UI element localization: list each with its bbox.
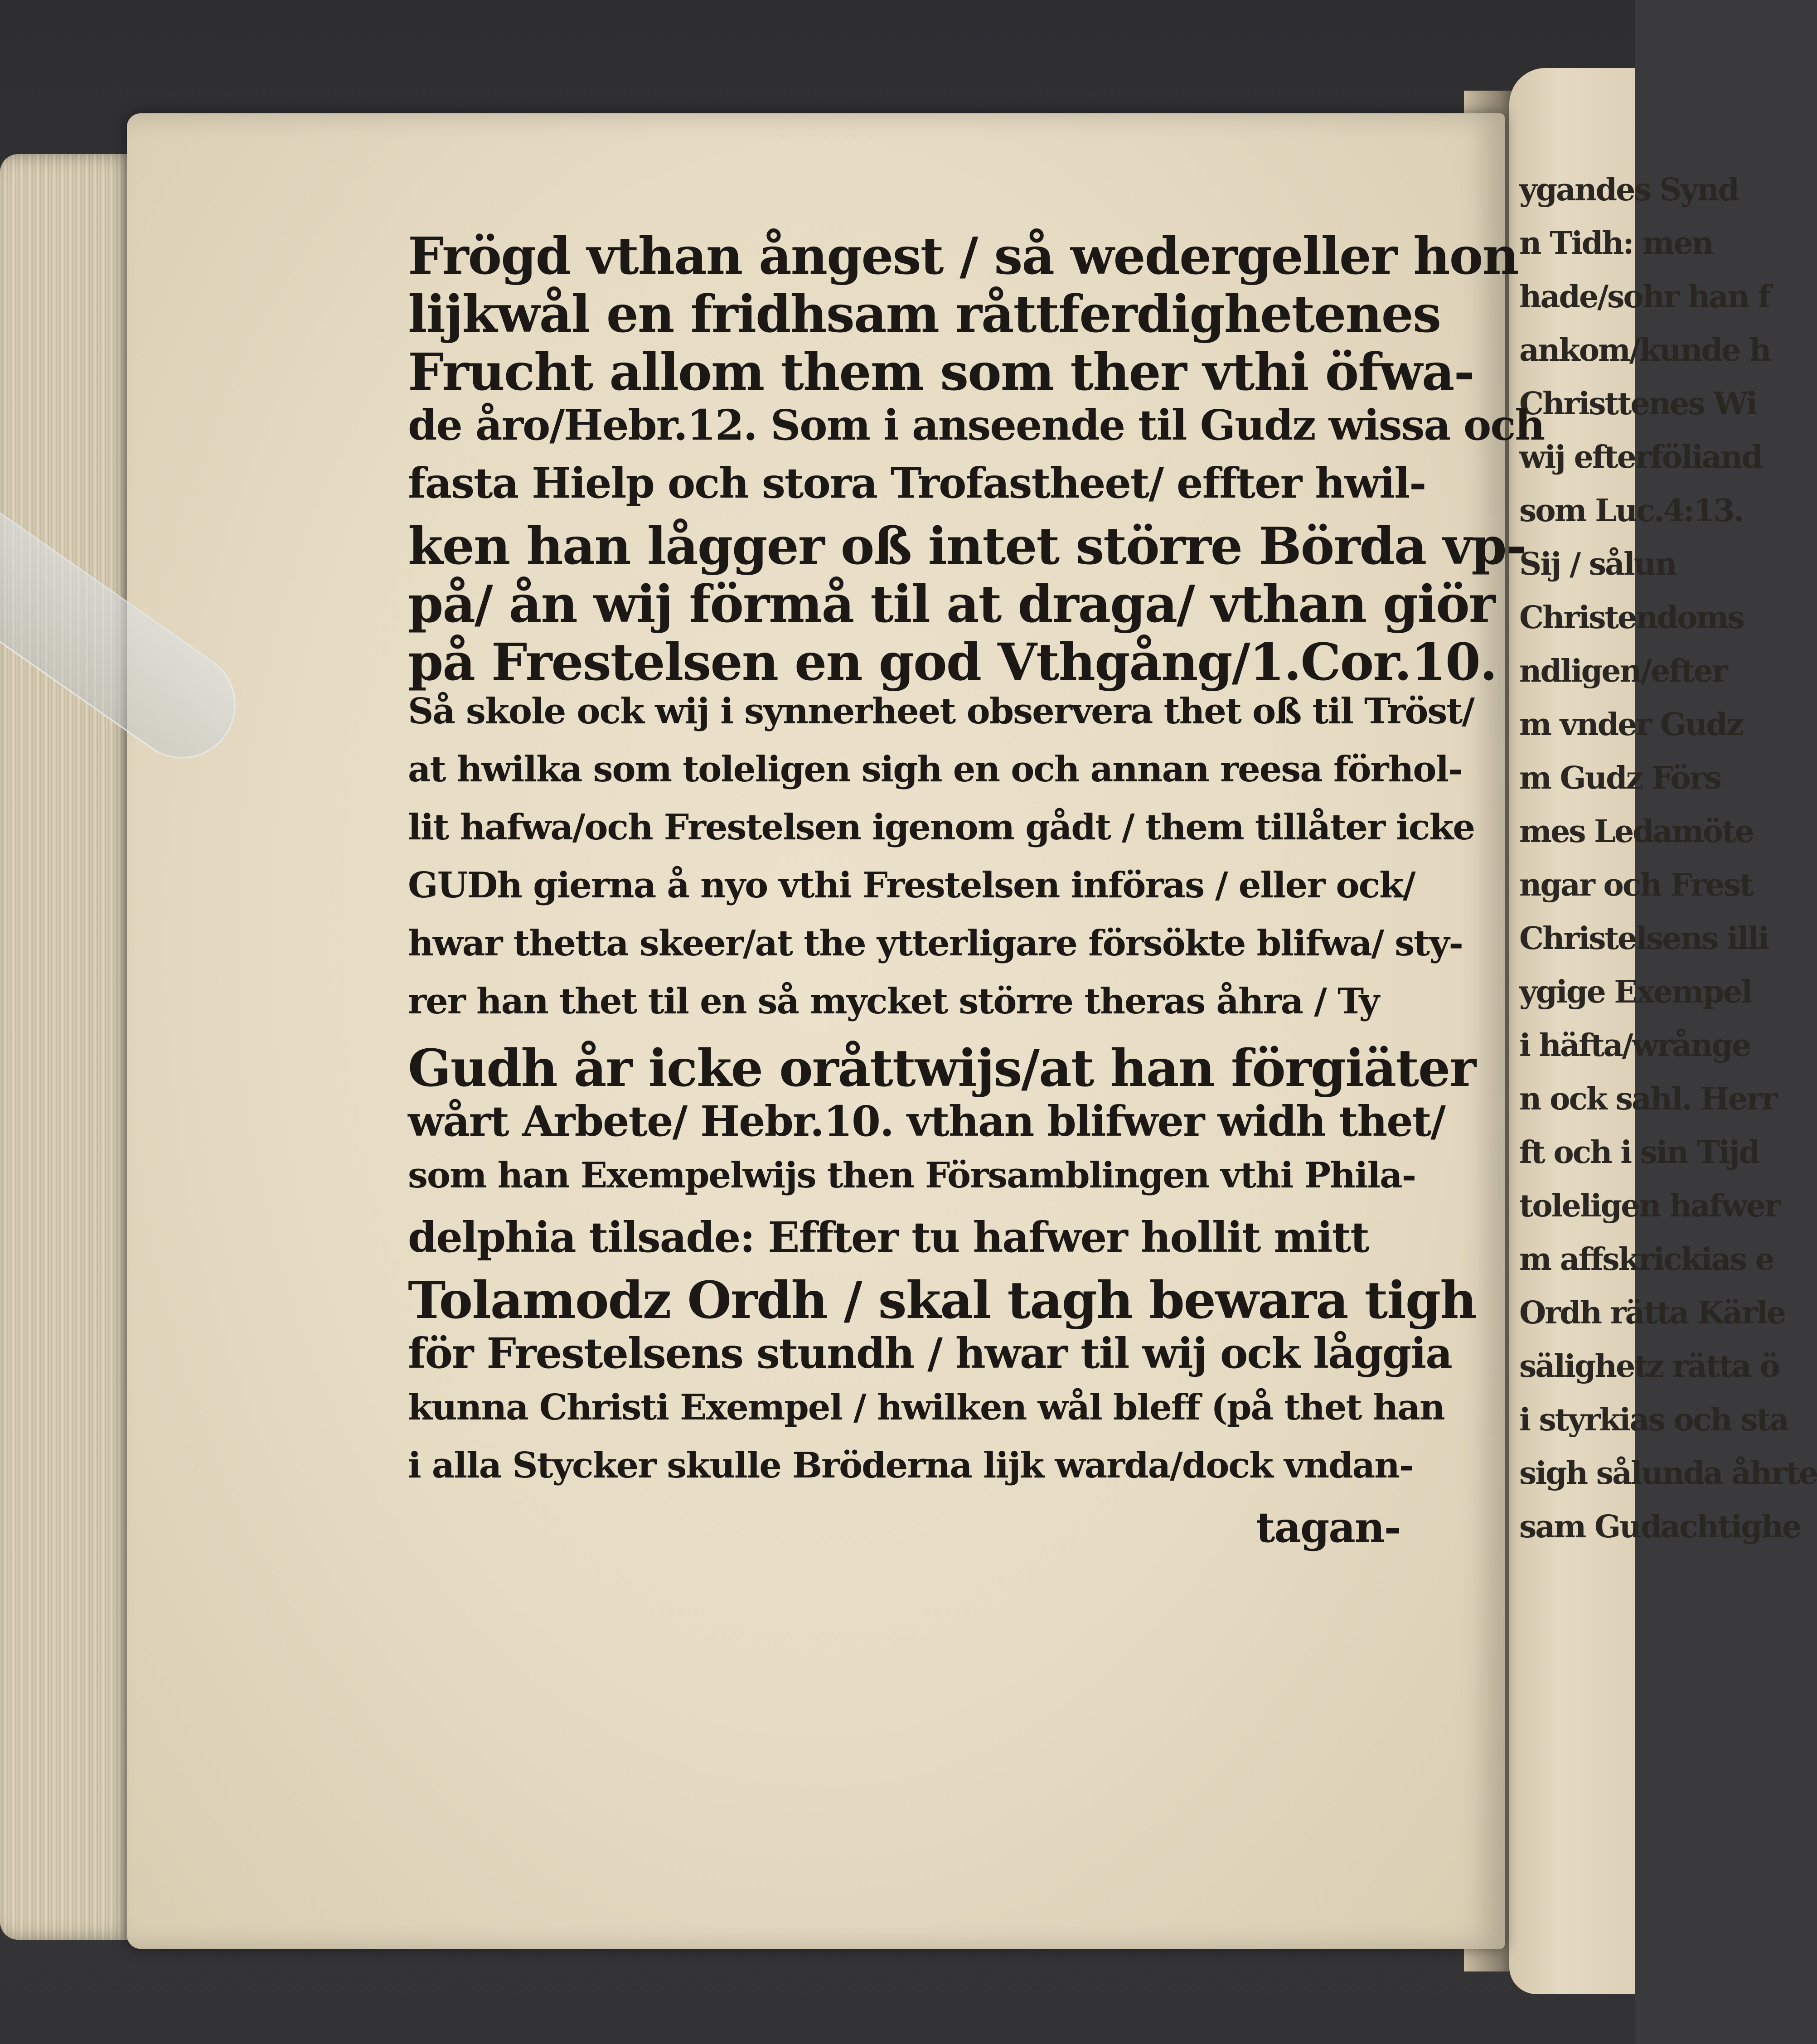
facing-page-line: ngar och Frest	[1519, 867, 1753, 903]
facing-page-line: Christelsens illi	[1519, 920, 1769, 957]
catchword: tagan-	[1255, 1503, 1400, 1552]
page-body-text	[408, 227, 1545, 1561]
facing-page-line: toleligen hafwer	[1519, 1188, 1779, 1224]
text-line-content: för Frestelsens stundh / hwar til wij ock låggia	[408, 1329, 1452, 1378]
facing-page-line: sälighetz rätta ö	[1519, 1348, 1779, 1385]
facing-page-line: n ock sahl. Herr	[1519, 1081, 1776, 1117]
text-line-content: hwar thetta skeer/at the ytterligare försökte blifwa/ sty-	[408, 923, 1463, 964]
facing-page-line: sam Gudachtighe	[1519, 1509, 1801, 1545]
text-line	[408, 1097, 1445, 1155]
text-line-content: Så skole ock wij i synnerheet observera thet oß til Tröst/	[408, 691, 1474, 732]
text-line-content: lit hafwa/och Frestelsen igenom gådt / them tillåter icke	[408, 807, 1475, 848]
text-line	[408, 1445, 1413, 1503]
text-line-content: på/ ån wij förmå til at draga/ vthan giör	[408, 575, 1495, 634]
facing-page-line: wij efterföliand	[1519, 439, 1762, 475]
text-line	[408, 1271, 1476, 1330]
text-line	[408, 459, 1426, 517]
text-line	[408, 749, 1462, 807]
text-line-content: Frögd vthan ångest / så wedergeller hon	[408, 227, 1518, 286]
text-line	[408, 1387, 1444, 1445]
text-line	[408, 343, 1474, 402]
text-line-content: GUDh gierna å nyo vthi Frestelsen införas / eller ock/	[408, 865, 1415, 906]
facing-page-line: sigh sålunda åhrte	[1519, 1455, 1817, 1492]
text-line	[408, 807, 1475, 865]
text-line	[408, 865, 1415, 923]
facing-page-line: Ordh rätta Kärle	[1519, 1295, 1785, 1331]
text-line	[408, 575, 1495, 634]
facing-page-line: Christendoms	[1519, 600, 1744, 636]
facing-page-line: m vnder Gudz	[1519, 707, 1743, 743]
text-line	[408, 633, 1497, 692]
text-line	[408, 1039, 1476, 1098]
facing-page-line: ygandes Synd	[1519, 172, 1738, 208]
text-line	[408, 285, 1441, 344]
text-line	[408, 1213, 1400, 1271]
facing-page-line: m affskrickias e	[1519, 1241, 1773, 1278]
text-line-content: ken han lågger oß intet större Börda vp-	[408, 517, 1526, 576]
text-line	[408, 691, 1474, 749]
text-line-content: delphia tilsade: Effter tu hafwer hollit mitt	[408, 1213, 1369, 1262]
facing-page-line: Christtenes Wi	[1519, 386, 1757, 422]
facing-page-line: som Luc.4:13.	[1519, 493, 1743, 529]
text-line	[408, 923, 1463, 981]
facing-page-line: ankom/kunde h	[1519, 332, 1770, 368]
facing-page	[1509, 68, 1817, 1994]
text-line-content: de åro/Hebr.12. Som i anseende til Gudz wissa och	[408, 401, 1545, 450]
text-line	[408, 1155, 1416, 1213]
text-line-content: Tolamodz Ordh / skal tagh bewara tigh	[408, 1271, 1476, 1330]
facing-page-line: i styrkias och sta	[1519, 1402, 1788, 1438]
facing-page-line: mes Ledamöte	[1519, 814, 1753, 850]
text-line	[408, 227, 1518, 286]
text-line-content: wårt Arbete/ Hebr.10. vthan blifwer widh thet/	[408, 1097, 1445, 1146]
text-line-content: rer han thet til en så mycket större theras åhra / Ty	[408, 981, 1379, 1022]
text-line-content: i alla Stycker skulle Bröderna lijk warda/dock vndan-	[408, 1445, 1413, 1486]
facing-page-line: ndligen/efter	[1519, 653, 1727, 689]
text-line-content: på Frestelsen en god Vthgång/1.Cor.10.	[408, 633, 1497, 692]
text-line-content: som han Exempelwijs then Församblingen vthi Phila-	[408, 1155, 1416, 1196]
facing-page-line: ft och i sin Tijd	[1519, 1134, 1759, 1171]
facing-page-line: hade/sohr han f	[1519, 279, 1770, 315]
facing-page-line: n Tidh: men	[1519, 225, 1713, 262]
text-line-content: lijkwål en fridhsam råttferdighetenes	[408, 285, 1441, 344]
facing-page-line: ygige Exempel	[1519, 974, 1752, 1010]
facing-page-line: m Gudz Förs	[1519, 760, 1720, 796]
text-line-content: Frucht allom them som ther vthi öfwa-	[408, 343, 1474, 402]
text-line	[408, 401, 1545, 459]
catchword-line	[408, 1503, 1400, 1561]
text-line-content: kunna Christi Exempel / hwilken wål bleff (på thet han	[408, 1387, 1444, 1428]
text-line	[408, 517, 1526, 576]
facing-page-line: Sij / sålun	[1519, 546, 1676, 582]
text-line-content: at hwilka som toleligen sigh en och annan reesa förhol-	[408, 749, 1462, 790]
book-page-edges	[0, 154, 136, 1940]
text-line-content: fasta Hielp och stora Trofastheet/ effter hwil-	[408, 459, 1426, 508]
facing-page-line: i häfta/wrånge	[1519, 1027, 1750, 1064]
text-line-content: Gudh år icke oråttwijs/at han förgiäter	[408, 1039, 1476, 1098]
facing-page-text	[1519, 163, 1817, 1554]
text-line	[408, 981, 1400, 1039]
text-line	[408, 1329, 1452, 1387]
